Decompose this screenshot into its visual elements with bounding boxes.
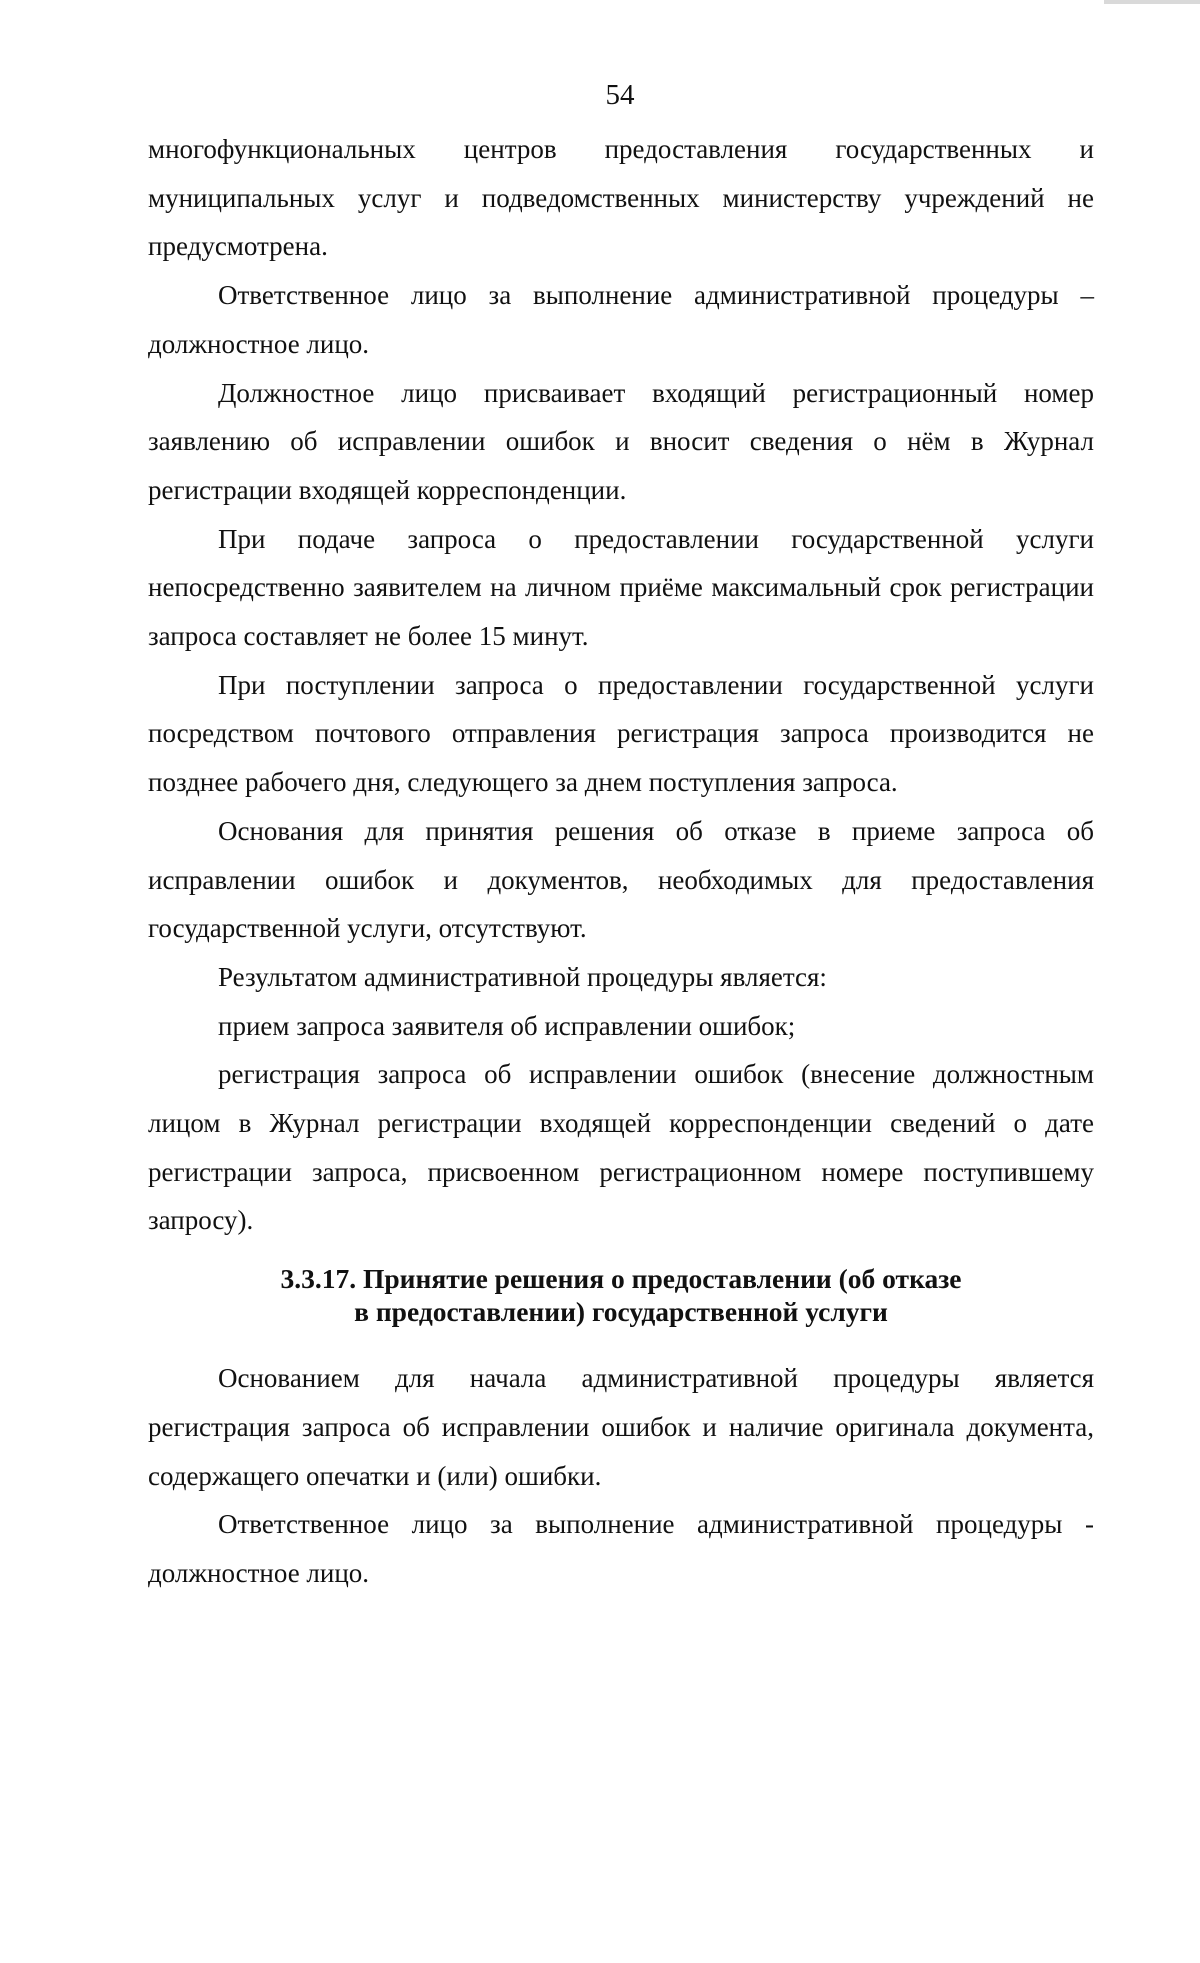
paragraph: Ответственное лицо за выполнение административной процедуры – должностное лицо. (148, 280, 1094, 359)
paragraph: Результатом административной процедуры является: (218, 961, 827, 992)
list-item: регистрация запроса об исправлении ошибок (внесение должностным лицом в Журнал регистрации входящей корреспонденции сведений о дате регистрации запроса, присвоенном регистрационном номере поступившему запросу). (148, 1059, 1094, 1236)
paragraph: Основанием для начала административной процедуры является регистрация запроса об исправлении ошибок и наличие оригинала документа, содержащего опечатки и (или) ошибки. (148, 1363, 1094, 1491)
paragraph: При поступлении запроса о предоставлении государственной услуги посредством почтового отправления регистрация запроса производится не позднее рабочего дня, следующего за днем поступления запроса. (148, 669, 1094, 798)
page-number: 54 (605, 79, 635, 111)
scan-edge-mark (1104, 0, 1200, 4)
paragraph: При подаче запроса о предоставлении государственной услуги непосредственно заявителем на личном приёме максимальный срок регистрации запроса составляет не более 15 минут. (148, 523, 1094, 652)
paragraph: Должностное лицо присваивает входящий регистрационный номер заявлению об исправлении ошибок и вносит сведения о нём в Журнал регистрации входящей корреспонденции. (148, 377, 1094, 505)
paragraph: Ответственное лицо за выполнение административной процедуры - должностное лицо. (148, 1509, 1094, 1588)
section-heading (148, 1262, 1094, 1328)
list-item: прием запроса заявителя об исправлении ошибок; (218, 1010, 796, 1041)
section-heading-line: 3.3.17. Принятие решения о предоставлении (об отказе (280, 1263, 962, 1295)
paragraph: многофункциональных центров предоставления государственных и муниципальных услуг и подведомственных министерству учреждений не предусмотрена. (148, 134, 1094, 262)
document-body (148, 125, 1094, 1598)
section-heading-line: в предоставлении) государственной услуги (354, 1296, 888, 1328)
paragraph: Основания для принятия решения об отказе в приеме запроса об исправлении ошибок и документов, необходимых для предоставления государственной услуги, отсутствуют. (148, 815, 1094, 944)
